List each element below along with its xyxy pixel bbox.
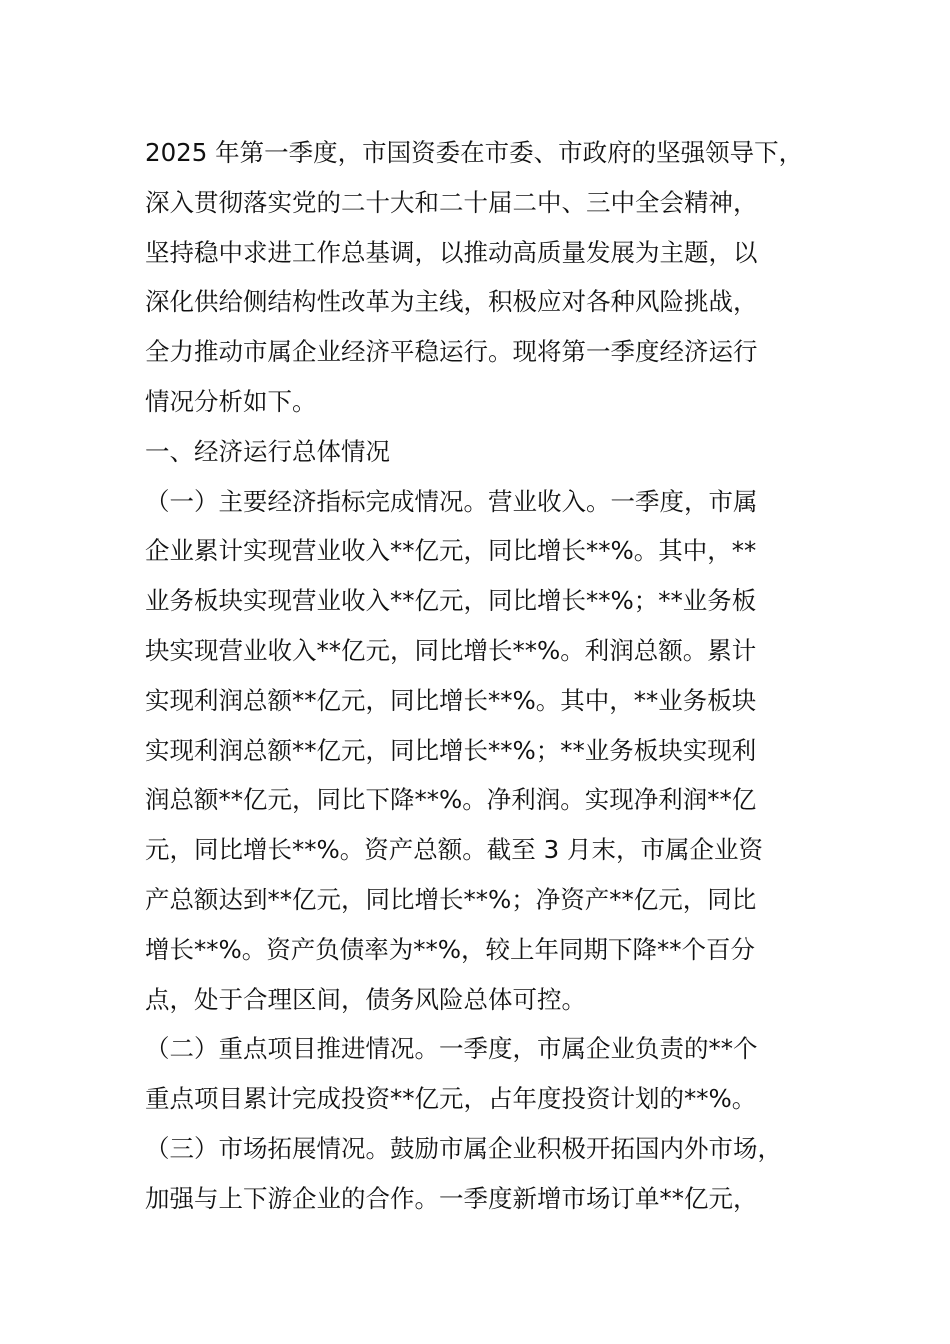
text-line: 实现利润总额**亿元，同比增长**%。其中，**业务板块 [145,685,757,715]
section-heading: 一、经济运行总体情况 [145,436,390,466]
text-line: 点，处于合理区间，债务风险总体可控。 [145,984,586,1014]
text-line: 产总额达到**亿元，同比增长**%；净资产**亿元，同比 [145,884,757,914]
text-line: 企业累计实现营业收入**亿元，同比增长**%。其中，** [145,536,757,566]
text-line: （一）主要经济指标完成情况。营业收入。一季度，市属 [145,486,758,516]
text-line: 全力推动市属企业经济平稳运行。现将第一季度经济运行 [145,337,758,367]
text-line: 深化供给侧结构性改革为主线，积极应对各种风险挑战， [145,287,758,317]
text-line: 情况分析如下。 [145,386,317,416]
text-line: 坚持稳中求进工作总基调，以推动高质量发展为主题，以 [145,237,758,267]
text-line: （二）重点项目推进情况。一季度，市属企业负责的**个 [145,1034,758,1064]
document-body [145,128,845,1224]
text-line: （三）市场拓展情况。鼓励市属企业积极开拓国内外市场， [145,1133,782,1163]
text-line: 元，同比增长**%。资产总额。截至 3 月末，市属企业资 [145,835,763,865]
text-line: 加强与上下游企业的合作。一季度新增市场订单**亿元， [145,1183,758,1213]
text-line: 增长**%。资产负债率为**%，较上年同期下降**个百分 [145,934,756,964]
text-line: 实现利润总额**亿元，同比增长**%；**业务板块实现利 [145,735,757,765]
text-line: 润总额**亿元，同比下降**%。净利润。实现净利润**亿 [145,785,757,815]
text-line: 业务板块实现营业收入**亿元，同比增长**%；**业务板 [145,586,757,616]
text-line: 块实现营业收入**亿元，同比增长**%。利润总额。累计 [145,635,757,665]
text-line: 深入贯彻落实党的二十大和二十届二中、三中全会精神， [145,187,758,217]
text-line: 重点项目累计完成投资**亿元，占年度投资计划的**%。 [145,1084,757,1114]
text-line: 2025 年第一季度，市国资委在市委、市政府的坚强领导下， [145,138,804,167]
